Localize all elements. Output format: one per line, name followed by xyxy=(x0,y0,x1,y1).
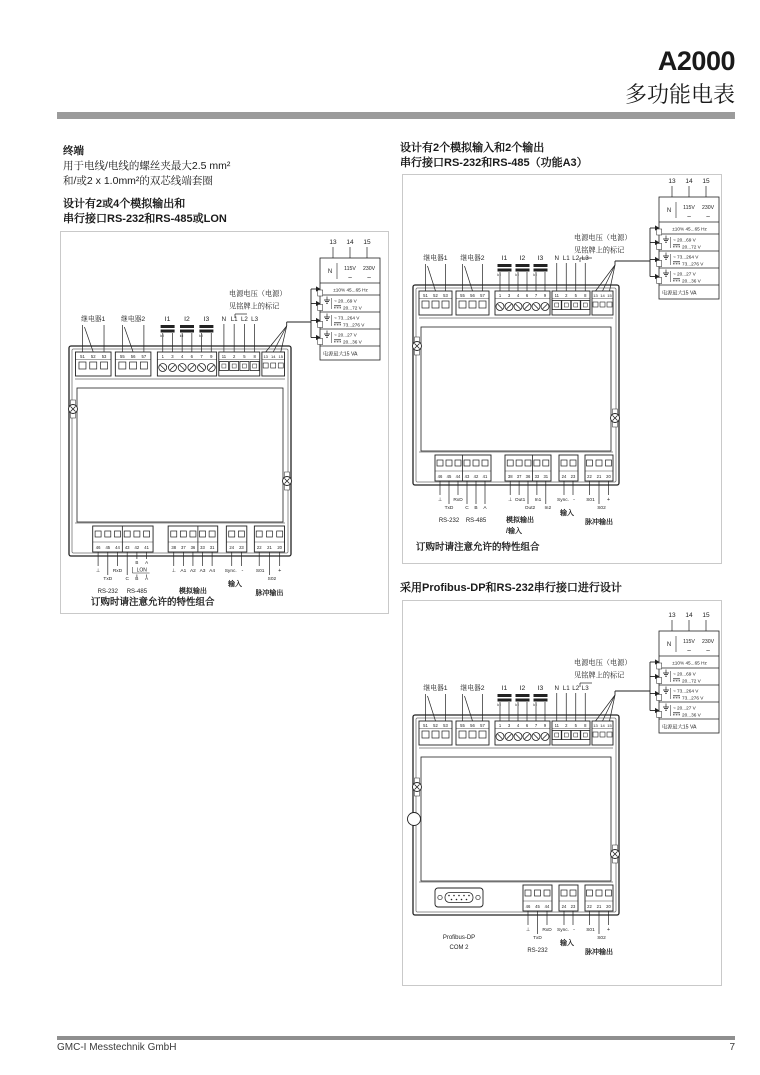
terminal-number: 2 xyxy=(565,723,568,728)
terminal-number: 37 xyxy=(516,474,522,479)
wiring-diagram xyxy=(403,601,721,985)
terminal-number: 43 xyxy=(464,474,470,479)
terminal-number: 21 xyxy=(596,904,602,909)
ac-symbol: ~ xyxy=(347,275,353,282)
pin-sync-minus: - xyxy=(573,497,575,503)
current-label: I1 xyxy=(501,685,508,692)
terminal-spec-line2: 和/或2 x 1.0mm²的双芯线端套圈 xyxy=(63,175,213,187)
power-note-line2: 见铭牌上的标记 xyxy=(574,245,625,255)
terminal-number: 7 xyxy=(200,354,203,359)
terminal-number: 44 xyxy=(115,545,120,550)
power-note-line1: 电源电压（电源） xyxy=(574,658,632,667)
powerbox-terminal-number: 15 xyxy=(702,178,710,185)
terminal-number: 6 xyxy=(190,354,194,359)
powerbox-neutral: N xyxy=(666,642,672,648)
terminal-number: 55 xyxy=(120,354,125,359)
pin-sync-minus: - xyxy=(573,927,575,933)
footer-company: GMC-I Messtechnik GmbH xyxy=(57,1042,177,1053)
powerbox-voltage: 230V xyxy=(362,266,376,272)
terminal-number: 6 xyxy=(525,723,529,728)
powerbox-ac-range: ~ 20...27 V xyxy=(334,332,357,338)
powerbox-dc-range: 20...72 V xyxy=(682,678,701,684)
terminal-number: 53 xyxy=(443,293,448,298)
terminal-number: 41 xyxy=(144,545,149,550)
powerbox-dc-range: 20...72 V xyxy=(343,305,362,311)
terminal-number: 22 xyxy=(587,904,592,909)
powerbox-terminal-number: 14 xyxy=(346,239,354,246)
ct-terminal-marks: k l xyxy=(179,334,184,338)
current-label: I2 xyxy=(519,685,526,692)
terminal-number: 4 xyxy=(516,293,520,298)
terminal-number: 11 xyxy=(554,293,559,298)
terminal-number: 3 xyxy=(171,354,174,359)
powerbox-dc-range: 73...276 V xyxy=(343,322,365,328)
terminal-number: 15 xyxy=(607,293,612,298)
powerbox-terminal-number: 15 xyxy=(702,612,710,619)
powerbox-neutral: N xyxy=(666,208,672,214)
terminal-number: 36 xyxy=(190,545,196,550)
pin-sync: Sync. xyxy=(224,569,237,574)
pin-plus: + xyxy=(606,927,611,933)
pulse-output-caption: 脉冲输出 xyxy=(585,949,613,956)
relay-label: 继电器2 xyxy=(460,685,485,692)
pin-ground: ⊥ xyxy=(95,568,101,574)
sync-input-caption: 输入 xyxy=(227,581,242,588)
terminal-number: 5 xyxy=(574,293,577,298)
analog-output-caption: 模拟输出 xyxy=(178,588,207,595)
ct-terminal-marks: k l xyxy=(497,273,501,277)
current-label: I3 xyxy=(203,316,210,323)
pin-out2: Out2 xyxy=(524,506,536,511)
ac-symbol: ~ xyxy=(686,214,692,221)
figure3-heading-line1: 采用Profibus-DP和RS-232串行接口进行设计 xyxy=(400,582,622,594)
pin-s01: S01 xyxy=(586,498,595,503)
pin-rxd: RxD xyxy=(453,498,463,503)
voltage-label: N xyxy=(221,316,227,323)
powerbox-terminal-number: 13 xyxy=(668,612,676,619)
footer-page-number: 7 xyxy=(729,1042,735,1053)
terminal-number: 51 xyxy=(423,293,428,298)
powerbox-ac-range: ~ 20...27 V xyxy=(673,705,696,711)
ac-symbol: ~ xyxy=(705,214,711,221)
analog-pin: A2 xyxy=(189,569,196,574)
current-label: I2 xyxy=(519,255,526,262)
voltage-label: L2 xyxy=(572,255,580,262)
powerbox-terminal-number: 15 xyxy=(363,239,371,246)
pin-c: C xyxy=(125,577,129,582)
powerbox-voltage: 230V xyxy=(701,639,715,645)
powerbox-ac-range: ~ 73...264 V xyxy=(673,254,699,260)
pin-plus: + xyxy=(606,497,611,503)
powerbox-ac-range: ~ 20...69 V xyxy=(673,671,696,677)
order-note: 订购时请注意允许的特性组合 xyxy=(91,597,215,608)
terminal-number: 9 xyxy=(210,354,213,359)
pin-rxd: RxD xyxy=(542,928,552,933)
wiring-diagram xyxy=(61,232,388,613)
terminal-number: 8 xyxy=(253,354,256,359)
terminal-number: 38 xyxy=(507,474,513,479)
terminal-number: 57 xyxy=(141,354,147,359)
footer-rule xyxy=(57,1036,735,1040)
terminal-number: 24 xyxy=(561,904,567,909)
figure-profibus xyxy=(402,600,722,986)
wiring-diagram xyxy=(403,175,721,563)
sync-input-caption: 输入 xyxy=(560,510,574,517)
terminal-number: 23 xyxy=(570,474,576,479)
doc-title: A2000 xyxy=(657,46,735,76)
ct-terminal-marks: k l xyxy=(160,334,164,338)
ac-symbol: ~ xyxy=(366,275,372,282)
terminal-number: 21 xyxy=(267,545,272,550)
pin-ground: ⊥ xyxy=(437,497,443,503)
terminal-number: 11 xyxy=(221,354,227,359)
terminal-number: 7 xyxy=(534,293,538,298)
figure2-heading-line1: 设计有2个模拟输入和2个输出 xyxy=(400,142,545,154)
voltage-label: L2 xyxy=(572,685,580,692)
terminal-number: 45 xyxy=(446,474,452,479)
terminal-number: 23 xyxy=(570,904,576,909)
terminal-number: 45 xyxy=(535,904,540,909)
voltage-label: L3 xyxy=(251,316,259,323)
terminal-number: 24 xyxy=(229,545,235,550)
figure-analog-outputs-lon xyxy=(60,231,389,614)
terminal-number: 37 xyxy=(181,545,186,550)
powerbox-max-power: 电源最大15 VA xyxy=(662,290,697,297)
terminal-number: 13 xyxy=(263,354,268,359)
pin-ground: ⊥ xyxy=(508,497,513,503)
header-rule xyxy=(57,112,735,119)
voltage-label: N xyxy=(554,685,559,692)
analog-io-caption2: /输入 xyxy=(506,528,522,535)
terminal-number: 20 xyxy=(606,904,611,909)
current-label: I1 xyxy=(501,255,508,262)
terminal-number: 38 xyxy=(171,545,177,550)
powerbox-max-power: 电源最大15 VA xyxy=(323,351,358,358)
terminal-number: 56 xyxy=(470,723,475,728)
profibus-com2-caption: COM 2 xyxy=(449,945,469,951)
terminal-number: 51 xyxy=(80,354,85,359)
pin-s02: S02 xyxy=(597,936,606,941)
ct-terminal-marks: k l xyxy=(515,273,519,277)
terminal-number: 41 xyxy=(482,474,488,479)
terminal-number: 3 xyxy=(507,293,511,298)
pin-sync: Sync. xyxy=(557,928,569,933)
terminal-number: 2 xyxy=(232,354,236,359)
pin-plus: + xyxy=(278,568,282,574)
powerbox-voltage: 115V xyxy=(683,205,695,211)
ct-terminal-marks: k l xyxy=(533,703,537,707)
terminal-number: 51 xyxy=(423,723,428,728)
powerbox-dc-range: 20...36 V xyxy=(682,712,701,718)
analog-pin: A3 xyxy=(199,569,206,574)
pin-lon-a: A xyxy=(145,560,149,565)
analog-pin: A1 xyxy=(180,569,187,574)
relay-label: 继电器2 xyxy=(121,316,146,323)
powerbox-ac-range: ~ 73...264 V xyxy=(673,688,699,694)
pin-b: B xyxy=(474,506,478,511)
terminal-number: 52 xyxy=(433,723,438,728)
pin-sync: Sync. xyxy=(557,498,569,503)
rs232-caption: RS-232 xyxy=(438,518,460,524)
terminal-number: 13 xyxy=(593,293,598,298)
terminal-number: 7 xyxy=(534,723,538,728)
terminal-number: 22 xyxy=(256,545,262,550)
analog-io-caption1: 模拟输出 xyxy=(506,517,534,524)
figure-analog-io-a3 xyxy=(402,174,722,564)
terminal-spec xyxy=(63,144,230,189)
terminal-number: 23 xyxy=(239,545,244,550)
current-label: I3 xyxy=(537,685,544,692)
pin-in1: In1 xyxy=(534,498,542,503)
figure1-heading-line2: 串行接口RS-232和RS-485或LON xyxy=(63,213,227,225)
ct-terminal-marks: k l xyxy=(199,334,203,338)
pin-out1: Out1 xyxy=(514,498,526,503)
voltage-label: L3 xyxy=(581,255,589,262)
pin-ground: ⊥ xyxy=(525,927,531,933)
terminal-number: 4 xyxy=(516,723,520,728)
terminal-number: 44 xyxy=(455,474,461,479)
terminal-spec-heading: 终端 xyxy=(63,145,84,157)
powerbox-frequency: ±10% 45...65 Hz xyxy=(333,287,368,293)
terminal-number: 46 xyxy=(437,474,443,479)
terminal-number: 56 xyxy=(470,293,475,298)
powerbox-neutral: N xyxy=(327,269,333,275)
terminal-number: 53 xyxy=(101,354,107,359)
terminal-number: 11 xyxy=(554,723,559,728)
terminal-number: 8 xyxy=(584,293,587,298)
power-note-line2: 见铭牌上的标记 xyxy=(574,670,625,680)
powerbox-terminal-number: 13 xyxy=(329,239,337,246)
rs232-caption: RS-232 xyxy=(527,948,548,954)
powerbox-dc-range: 20...72 V xyxy=(682,244,701,250)
terminal-number: 13 xyxy=(593,723,598,728)
profibus-caption: Profibus-DP xyxy=(442,935,476,941)
relay-label: 继电器1 xyxy=(423,255,448,262)
terminal-number: 21 xyxy=(596,474,602,479)
analog-pin: ⊥ xyxy=(171,569,176,574)
figure2-heading xyxy=(400,141,588,171)
terminal-number: 33 xyxy=(200,545,205,550)
figure1-heading xyxy=(63,197,227,227)
voltage-label: L1 xyxy=(562,255,570,262)
pin-in2: In2 xyxy=(544,506,552,511)
ac-symbol: ~ xyxy=(705,648,711,655)
pin-rxd: RxD xyxy=(112,569,123,574)
terminal-number: 20 xyxy=(277,545,283,550)
power-note-line2: 见铭牌上的标记 xyxy=(229,301,280,311)
current-label: I2 xyxy=(184,316,190,323)
powerbox-dc-range: 73...276 V xyxy=(682,261,704,267)
terminal-number: 4 xyxy=(180,354,184,359)
relay-label: 继电器1 xyxy=(423,685,448,692)
terminal-number: 8 xyxy=(584,723,587,728)
rs485-caption: RS-485 xyxy=(465,518,487,524)
terminal-spec-line1: 用于电线/电线的螺丝夹最大2.5 mm² xyxy=(63,160,231,172)
powerbox-terminal-number: 14 xyxy=(685,612,693,619)
ct-terminal-marks: k l xyxy=(533,273,537,277)
terminal-number: 55 xyxy=(460,293,465,298)
rs485-caption: RS-485 xyxy=(126,589,148,595)
pin-s02: S02 xyxy=(597,506,606,511)
pin-s01: S01 xyxy=(255,569,265,574)
terminal-number: 14 xyxy=(270,354,276,359)
lon-label: LON xyxy=(136,567,147,574)
figure3-heading xyxy=(400,581,622,596)
powerbox-ac-range: ~ 73...264 V xyxy=(334,315,360,321)
terminal-number: 56 xyxy=(130,354,136,359)
terminal-number: 9 xyxy=(543,723,547,728)
terminal-number: 53 xyxy=(443,723,448,728)
powerbox-voltage: 230V xyxy=(701,205,715,211)
powerbox-dc-range: 20...36 V xyxy=(343,339,362,345)
rs232-caption: RS-232 xyxy=(97,589,118,595)
analog-pin: A4 xyxy=(209,569,216,574)
powerbox-dc-range: 20...36 V xyxy=(682,278,701,284)
terminal-number: 44 xyxy=(544,904,550,909)
terminal-number: 42 xyxy=(134,545,140,550)
terminal-number: 24 xyxy=(561,474,567,479)
terminal-number: 36 xyxy=(525,474,531,479)
pin-sync-minus: - xyxy=(241,568,244,574)
terminal-number: 52 xyxy=(90,354,96,359)
pulse-output-caption: 脉冲输出 xyxy=(255,590,284,597)
powerbox-ac-range: ~ 20...69 V xyxy=(673,237,696,243)
terminal-number: 52 xyxy=(433,293,438,298)
powerbox-ac-range: ~ 20...27 V xyxy=(673,271,696,277)
terminal-number: 15 xyxy=(607,723,612,728)
ac-symbol: ~ xyxy=(686,648,692,655)
terminal-number: 1 xyxy=(498,293,502,298)
terminal-number: 20 xyxy=(606,474,611,479)
terminal-number: 33 xyxy=(534,474,540,479)
relay-label: 继电器1 xyxy=(81,316,106,323)
powerbox-terminal-number: 14 xyxy=(685,178,693,185)
powerbox-frequency: ±10% 45...65 Hz xyxy=(672,226,707,232)
current-label: I3 xyxy=(537,255,544,262)
terminal-number: 1 xyxy=(161,354,164,359)
terminal-number: 3 xyxy=(507,723,511,728)
terminal-number: 5 xyxy=(243,354,246,359)
terminal-number: 1 xyxy=(498,723,502,728)
voltage-label: L1 xyxy=(230,316,238,323)
pin-a: A xyxy=(483,506,487,511)
terminal-number: 31 xyxy=(543,474,549,479)
terminal-number: 57 xyxy=(480,723,485,728)
current-label: I1 xyxy=(164,316,171,323)
terminal-number: 43 xyxy=(124,545,130,550)
powerbox-terminal-number: 13 xyxy=(668,178,676,185)
figure1-heading-line1: 设计有2或4个模拟输出和 xyxy=(63,198,186,210)
pin-c: C xyxy=(465,506,469,511)
voltage-label: L1 xyxy=(562,685,570,692)
pin-lon-b: B xyxy=(135,560,139,565)
terminal-number: 22 xyxy=(587,474,592,479)
terminal-number: 55 xyxy=(460,723,465,728)
terminal-number: 6 xyxy=(525,293,529,298)
terminal-number: 2 xyxy=(565,293,568,298)
order-note: 订购时请注意允许的特性组合 xyxy=(416,542,540,553)
terminal-number: 46 xyxy=(95,545,101,550)
powerbox-ac-range: ~ 20...69 V xyxy=(334,298,357,304)
terminal-number: 45 xyxy=(105,545,111,550)
power-note-line1: 电源电压（电源） xyxy=(229,289,287,298)
ct-terminal-marks: k l xyxy=(497,703,501,707)
terminal-number: 5 xyxy=(574,723,577,728)
powerbox-frequency: ±10% 45...65 Hz xyxy=(672,660,707,666)
powerbox-max-power: 电源最大15 VA xyxy=(662,724,697,731)
terminal-number: 14 xyxy=(600,723,605,728)
sync-input-caption: 输入 xyxy=(560,940,574,947)
pin-txd: TxD xyxy=(103,577,113,582)
powerbox-dc-range: 73...276 V xyxy=(682,695,704,701)
terminal-number: 9 xyxy=(543,293,547,298)
voltage-label: N xyxy=(554,255,559,262)
terminal-number: 15 xyxy=(278,354,283,359)
figure2-heading-line2: 串行接口RS-232和RS-485（功能A3） xyxy=(400,157,588,169)
pin-a: A xyxy=(144,577,149,582)
terminal-number: 42 xyxy=(473,474,479,479)
terminal-number: 31 xyxy=(209,545,215,550)
pin-s02: S02 xyxy=(267,577,277,582)
powerbox-voltage: 115V xyxy=(344,266,356,272)
power-note-line1: 电源电压（电源） xyxy=(574,233,632,242)
terminal-number: 57 xyxy=(480,293,485,298)
pin-txd: TxD xyxy=(533,936,542,941)
pin-s01: S01 xyxy=(586,928,595,933)
pulse-output-caption: 脉冲输出 xyxy=(585,519,613,526)
pin-txd: TxD xyxy=(444,506,454,511)
pin-b: B xyxy=(135,577,139,582)
voltage-label: L2 xyxy=(240,316,248,323)
voltage-label: L3 xyxy=(581,685,589,692)
relay-label: 继电器2 xyxy=(460,255,485,262)
doc-subtitle: 多功能电表 xyxy=(624,82,735,107)
terminal-number: 46 xyxy=(525,904,531,909)
terminal-number: 14 xyxy=(600,293,605,298)
ct-terminal-marks: k l xyxy=(515,703,519,707)
powerbox-voltage: 115V xyxy=(683,639,695,645)
